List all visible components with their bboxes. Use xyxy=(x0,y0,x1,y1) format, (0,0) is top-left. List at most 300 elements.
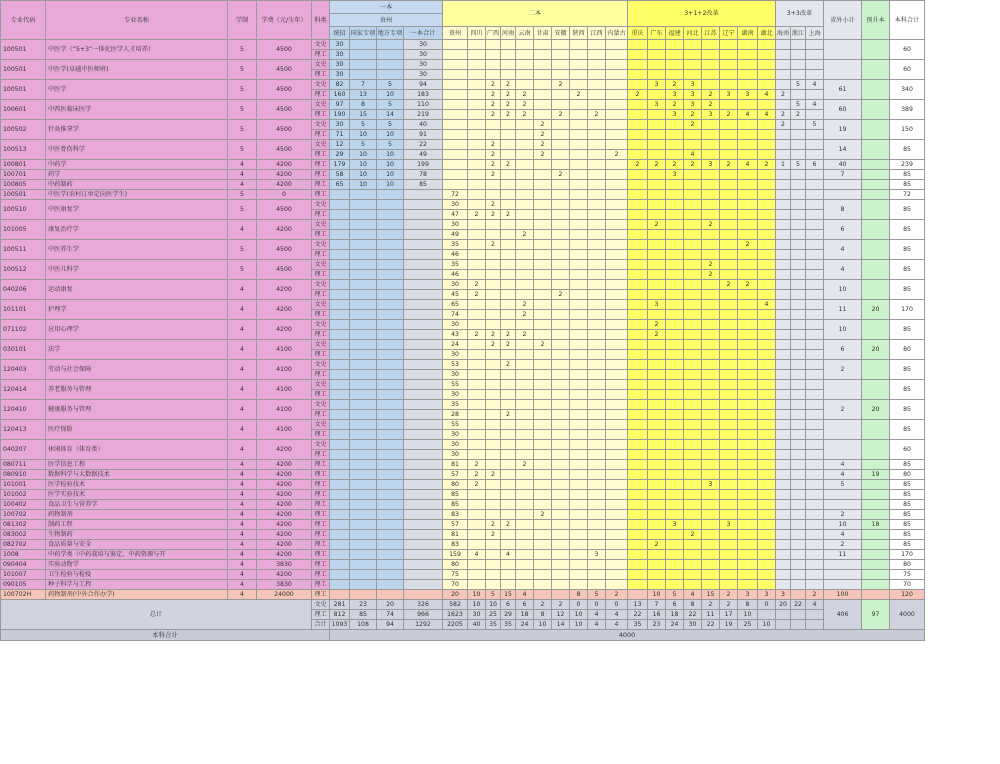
data-cell xyxy=(534,460,552,470)
data-cell xyxy=(628,420,648,430)
data-cell xyxy=(684,240,702,250)
track-cell: 文史 xyxy=(312,140,330,150)
data-cell xyxy=(486,480,501,490)
data-cell xyxy=(666,180,684,190)
table-row xyxy=(1,380,925,390)
data-cell xyxy=(552,570,570,580)
data-cell: 55 xyxy=(443,380,468,390)
totals-cell: 10 xyxy=(758,620,776,630)
data-cell xyxy=(350,470,377,480)
data-cell: 82 xyxy=(330,80,350,90)
data-cell xyxy=(377,60,404,70)
data-cell xyxy=(702,470,720,480)
data-cell: 30 xyxy=(443,390,468,400)
totals-cell: 18 xyxy=(516,610,534,620)
track-cell: 理工 xyxy=(312,460,330,470)
data-cell xyxy=(534,70,552,80)
data-cell xyxy=(684,210,702,220)
data-cell xyxy=(628,320,648,330)
data-cell xyxy=(443,160,468,170)
data-cell xyxy=(588,390,606,400)
major-fee: 4500 xyxy=(257,260,312,280)
data-cell xyxy=(806,340,824,350)
data-cell xyxy=(666,290,684,300)
data-cell xyxy=(486,190,501,200)
data-cell xyxy=(404,570,443,580)
data-cell xyxy=(758,460,776,470)
data-cell xyxy=(588,560,606,570)
totals-cell: 8 xyxy=(738,600,758,610)
data-cell xyxy=(648,60,666,70)
total-cell: 120 xyxy=(890,590,925,600)
data-cell: 49 xyxy=(404,150,443,160)
data-cell xyxy=(516,240,534,250)
data-cell xyxy=(516,410,534,420)
data-cell xyxy=(404,340,443,350)
data-cell: 2 xyxy=(534,340,552,350)
data-cell xyxy=(377,190,404,200)
data-cell xyxy=(588,260,606,270)
data-cell xyxy=(516,570,534,580)
data-cell: 10 xyxy=(350,180,377,190)
data-cell xyxy=(702,230,720,240)
data-cell: 83 xyxy=(443,510,468,520)
header-tier2-province: 内蒙古 xyxy=(606,27,628,40)
totals-cell: 582 xyxy=(443,600,468,610)
data-cell xyxy=(628,140,648,150)
data-cell xyxy=(468,180,486,190)
major-name: 中医学(卓越中医师班) xyxy=(46,60,228,80)
data-cell xyxy=(534,420,552,430)
data-cell xyxy=(588,350,606,360)
data-cell: 2 xyxy=(486,170,501,180)
header-312-province: 重庆 xyxy=(628,27,648,40)
data-cell xyxy=(501,50,516,60)
data-cell xyxy=(377,210,404,220)
data-cell xyxy=(404,230,443,240)
totals-cell: 40 xyxy=(468,620,486,630)
data-cell xyxy=(720,100,738,110)
data-cell xyxy=(606,450,628,460)
data-cell xyxy=(501,530,516,540)
data-cell xyxy=(776,250,791,260)
data-cell xyxy=(738,550,758,560)
data-cell: 15 xyxy=(702,590,720,600)
data-cell xyxy=(377,310,404,320)
data-cell: 3 xyxy=(666,90,684,100)
data-cell xyxy=(516,80,534,90)
data-cell xyxy=(684,400,702,410)
data-cell: 1 xyxy=(776,160,791,170)
out-total-cell xyxy=(824,440,862,460)
track-cell: 理工 xyxy=(312,350,330,360)
data-cell xyxy=(516,340,534,350)
data-cell xyxy=(702,380,720,390)
data-cell xyxy=(684,340,702,350)
track-cell: 理工 xyxy=(312,50,330,60)
data-cell: 5 xyxy=(588,590,606,600)
header-tier1-sub: 一本合计 xyxy=(404,27,443,40)
data-cell xyxy=(648,180,666,190)
out-total-cell: 10 xyxy=(824,280,862,300)
data-cell: 30 xyxy=(443,200,468,210)
data-cell xyxy=(552,240,570,250)
data-cell xyxy=(776,270,791,280)
data-cell xyxy=(377,50,404,60)
data-cell xyxy=(720,50,738,60)
data-cell xyxy=(776,510,791,520)
data-cell xyxy=(404,460,443,470)
data-cell xyxy=(738,290,758,300)
data-cell: 3 xyxy=(666,520,684,530)
totals-cell: 1093 xyxy=(330,620,350,630)
data-cell xyxy=(791,340,806,350)
data-cell xyxy=(606,440,628,450)
data-cell xyxy=(588,310,606,320)
data-cell xyxy=(791,350,806,360)
out-total-cell xyxy=(824,490,862,500)
header-tier2-province: 江西 xyxy=(588,27,606,40)
data-cell xyxy=(628,300,648,310)
major-name: 中药学 xyxy=(46,160,228,170)
data-cell xyxy=(501,300,516,310)
data-cell: 2 xyxy=(702,90,720,100)
data-cell xyxy=(806,150,824,160)
data-cell: 199 xyxy=(404,160,443,170)
data-cell xyxy=(628,440,648,450)
table-row xyxy=(1,580,925,590)
major-name: 针灸推拿学 xyxy=(46,120,228,140)
data-cell xyxy=(628,150,648,160)
data-cell xyxy=(516,220,534,230)
data-cell xyxy=(702,500,720,510)
data-cell xyxy=(806,480,824,490)
data-cell xyxy=(720,390,738,400)
data-cell xyxy=(738,210,758,220)
data-cell xyxy=(666,70,684,80)
major-code: 101002 xyxy=(1,490,46,500)
data-cell: 85 xyxy=(404,180,443,190)
out-total-cell: 4 xyxy=(824,460,862,470)
data-cell xyxy=(552,490,570,500)
track-cell: 理工 xyxy=(312,180,330,190)
data-cell xyxy=(588,50,606,60)
upgrade-cell xyxy=(862,480,890,490)
data-cell: 4 xyxy=(738,110,758,120)
data-cell xyxy=(606,110,628,120)
total-cell: 85 xyxy=(890,380,925,400)
total-cell: 85 xyxy=(890,180,925,190)
track-cell: 理工 xyxy=(312,550,330,560)
data-cell: 10 xyxy=(377,170,404,180)
data-cell xyxy=(588,210,606,220)
data-cell xyxy=(350,380,377,390)
data-cell xyxy=(738,60,758,70)
major-code: 071102 xyxy=(1,320,46,340)
data-cell xyxy=(702,570,720,580)
data-cell xyxy=(684,220,702,230)
data-cell xyxy=(776,430,791,440)
data-cell xyxy=(350,260,377,270)
data-cell: 2 xyxy=(702,260,720,270)
data-cell xyxy=(648,50,666,60)
data-cell: 10 xyxy=(468,590,486,600)
data-cell: 2 xyxy=(468,330,486,340)
major-name: 种子科学与工程 xyxy=(46,580,228,590)
major-fee: 24000 xyxy=(257,590,312,600)
data-cell xyxy=(758,440,776,450)
data-cell xyxy=(666,410,684,420)
data-cell xyxy=(628,40,648,50)
data-cell xyxy=(758,230,776,240)
data-cell xyxy=(758,410,776,420)
data-cell xyxy=(606,470,628,480)
data-cell xyxy=(516,480,534,490)
data-cell xyxy=(534,50,552,60)
data-cell: 85 xyxy=(443,500,468,510)
data-cell xyxy=(791,500,806,510)
data-cell xyxy=(552,250,570,260)
data-cell xyxy=(606,340,628,350)
data-cell xyxy=(588,370,606,380)
data-cell: 97 xyxy=(330,100,350,110)
upgrade-cell xyxy=(862,100,890,120)
table-row xyxy=(1,280,925,290)
data-cell xyxy=(516,390,534,400)
data-cell xyxy=(516,320,534,330)
data-cell xyxy=(501,580,516,590)
upgrade-cell xyxy=(862,120,890,140)
header-tier1-sub: 国家专项 xyxy=(350,27,377,40)
totals-cell xyxy=(776,610,791,620)
data-cell xyxy=(758,260,776,270)
track-cell: 理工 xyxy=(312,490,330,500)
major-name: 药物制剂(中外合作办学) xyxy=(46,590,228,600)
data-cell xyxy=(552,350,570,360)
upgrade-cell: 19 xyxy=(862,470,890,480)
header-312-province: 广东 xyxy=(648,27,666,40)
data-cell xyxy=(486,360,501,370)
out-total-cell: 4 xyxy=(824,240,862,260)
data-cell: 13 xyxy=(350,90,377,100)
total-cell: 85 xyxy=(890,320,925,340)
data-cell xyxy=(666,40,684,50)
data-cell xyxy=(552,460,570,470)
data-cell xyxy=(516,420,534,430)
data-cell xyxy=(552,470,570,480)
data-cell xyxy=(791,150,806,160)
major-fee: 4200 xyxy=(257,460,312,470)
data-cell xyxy=(534,480,552,490)
data-cell xyxy=(606,140,628,150)
track-cell: 理工 xyxy=(312,510,330,520)
major-name: 休闲体育（体育类） xyxy=(46,440,228,460)
data-cell xyxy=(720,180,738,190)
major-code: 100402 xyxy=(1,500,46,510)
data-cell xyxy=(684,50,702,60)
data-cell xyxy=(776,540,791,550)
data-cell xyxy=(570,420,588,430)
data-cell xyxy=(468,400,486,410)
totals-cell: 7 xyxy=(648,600,666,610)
data-cell xyxy=(330,340,350,350)
data-cell xyxy=(516,490,534,500)
data-cell xyxy=(570,80,588,90)
data-cell xyxy=(702,420,720,430)
data-cell xyxy=(350,400,377,410)
data-cell xyxy=(534,290,552,300)
data-cell xyxy=(350,340,377,350)
totals-cell: 326 xyxy=(404,600,443,610)
data-cell xyxy=(570,480,588,490)
major-fee: 4200 xyxy=(257,440,312,460)
track-cell: 理工 xyxy=(312,270,330,280)
data-cell xyxy=(648,40,666,50)
data-cell xyxy=(516,360,534,370)
data-cell xyxy=(720,80,738,90)
data-cell xyxy=(534,180,552,190)
major-code: 100801 xyxy=(1,160,46,170)
data-cell: 2 xyxy=(501,80,516,90)
data-cell xyxy=(516,530,534,540)
data-cell xyxy=(776,70,791,80)
data-cell xyxy=(720,210,738,220)
header-3-1-2: 3+1+2改革 xyxy=(628,1,776,27)
data-cell xyxy=(486,390,501,400)
data-cell xyxy=(806,40,824,50)
data-cell xyxy=(720,230,738,240)
major-fee: 4200 xyxy=(257,300,312,320)
data-cell xyxy=(350,240,377,250)
data-cell xyxy=(516,50,534,60)
data-cell: 3 xyxy=(720,520,738,530)
data-cell xyxy=(776,130,791,140)
track-cell: 理工 xyxy=(312,70,330,80)
totals-cell: 35 xyxy=(628,620,648,630)
table-row xyxy=(1,570,925,580)
data-cell xyxy=(552,550,570,560)
data-cell: 2 xyxy=(468,480,486,490)
data-cell xyxy=(606,570,628,580)
upgrade-cell: 18 xyxy=(862,520,890,530)
data-cell xyxy=(806,380,824,390)
major-name: 运动康复 xyxy=(46,280,228,300)
grand-total-label: 本科合计 xyxy=(1,630,330,641)
data-cell xyxy=(806,330,824,340)
data-cell: 2 xyxy=(648,540,666,550)
data-cell xyxy=(606,200,628,210)
data-cell xyxy=(648,150,666,160)
data-cell: 35 xyxy=(443,260,468,270)
data-cell xyxy=(606,320,628,330)
data-cell xyxy=(684,420,702,430)
data-cell xyxy=(588,320,606,330)
data-cell xyxy=(501,250,516,260)
data-cell xyxy=(330,280,350,290)
total-cell: 85 xyxy=(890,240,925,260)
major-fee: 4100 xyxy=(257,400,312,420)
data-cell xyxy=(702,50,720,60)
data-cell xyxy=(588,410,606,420)
out-total-cell xyxy=(824,40,862,60)
data-cell xyxy=(486,290,501,300)
out-total-cell: 10 xyxy=(824,320,862,340)
major-years: 4 xyxy=(228,480,257,490)
data-cell: 30 xyxy=(443,440,468,450)
header-code: 专业代码 xyxy=(1,1,46,40)
data-cell xyxy=(570,330,588,340)
data-cell xyxy=(684,490,702,500)
totals-cell: 2 xyxy=(702,600,720,610)
data-cell xyxy=(702,510,720,520)
out-total-cell: 100 xyxy=(824,590,862,600)
data-cell xyxy=(720,580,738,590)
data-cell xyxy=(702,330,720,340)
upgrade-cell xyxy=(862,140,890,160)
data-cell: 47 xyxy=(443,210,468,220)
data-cell xyxy=(468,390,486,400)
major-code: 101001 xyxy=(1,480,46,490)
table-row xyxy=(1,590,925,600)
data-cell xyxy=(330,380,350,390)
totals-cell xyxy=(758,610,776,620)
data-cell xyxy=(791,560,806,570)
upgrade-cell xyxy=(862,570,890,580)
data-cell xyxy=(684,460,702,470)
data-cell: 2 xyxy=(534,510,552,520)
data-cell: 43 xyxy=(443,330,468,340)
data-cell xyxy=(702,360,720,370)
data-cell xyxy=(666,230,684,240)
data-cell xyxy=(377,250,404,260)
data-cell xyxy=(628,70,648,80)
data-cell xyxy=(702,520,720,530)
data-cell xyxy=(791,140,806,150)
data-cell xyxy=(606,510,628,520)
data-cell xyxy=(720,220,738,230)
data-cell xyxy=(684,570,702,580)
data-cell xyxy=(806,390,824,400)
major-code: 083002 xyxy=(1,530,46,540)
data-cell xyxy=(377,510,404,520)
totals-total: 4000 xyxy=(890,600,925,630)
data-cell xyxy=(570,210,588,220)
data-cell xyxy=(806,230,824,240)
data-cell xyxy=(791,460,806,470)
data-cell xyxy=(516,380,534,390)
data-cell xyxy=(666,300,684,310)
out-total-cell: 60 xyxy=(824,100,862,120)
data-cell xyxy=(404,590,443,600)
data-cell xyxy=(648,290,666,300)
major-code: 090105 xyxy=(1,580,46,590)
data-cell xyxy=(776,80,791,90)
data-cell xyxy=(628,350,648,360)
data-cell xyxy=(791,240,806,250)
totals-cell: 2 xyxy=(534,600,552,610)
data-cell: 8 xyxy=(350,100,377,110)
data-cell xyxy=(776,500,791,510)
upgrade-cell xyxy=(862,540,890,550)
data-cell xyxy=(684,430,702,440)
data-cell: 80 xyxy=(443,560,468,570)
data-cell xyxy=(534,40,552,50)
data-cell: 4 xyxy=(516,590,534,600)
data-cell xyxy=(570,120,588,130)
data-cell: 4 xyxy=(738,160,758,170)
data-cell xyxy=(377,430,404,440)
data-cell: 2 xyxy=(468,210,486,220)
